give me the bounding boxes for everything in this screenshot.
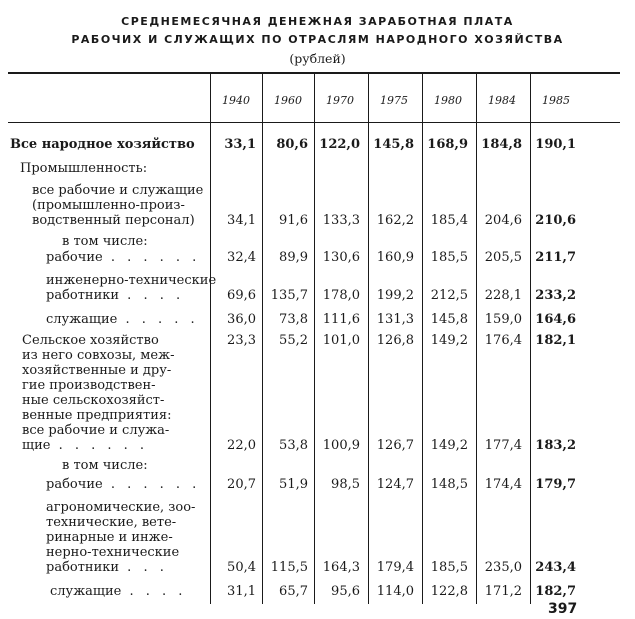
row-label: [46, 250, 200, 265]
page-number: 397: [548, 601, 578, 617]
row-label: [22, 348, 174, 363]
column-header-year: 1985: [542, 94, 570, 107]
row-label: [22, 423, 169, 438]
row-label: [46, 312, 199, 327]
leader-dots: . . . . . .: [102, 250, 201, 265]
row-label: [46, 288, 184, 303]
row-label-text: агрономические, зоо-: [46, 500, 196, 515]
row-label-text: ринарные и инже-: [46, 530, 173, 545]
leader-dots: . . . . . .: [102, 477, 201, 492]
table-cell: 184,8: [481, 137, 522, 152]
table-cell: 130,6: [322, 250, 360, 265]
table-cell: 133,3: [322, 213, 360, 228]
row-label-text: Все народное хозяйство: [10, 137, 195, 152]
row-label: [46, 530, 173, 545]
table-cell: 164,6: [535, 312, 576, 327]
row-label: [22, 393, 164, 408]
table-cell: 135,7: [270, 288, 308, 303]
row-label-text: водственный персонал): [32, 213, 195, 228]
table-cell: 33,1: [224, 137, 256, 152]
table-cell: 122,8: [430, 584, 468, 599]
table-cell: 185,4: [430, 213, 468, 228]
row-label: [22, 333, 159, 348]
table-cell: 55,2: [279, 333, 308, 348]
row-label: [22, 378, 156, 393]
table-cell: 185,5: [430, 250, 468, 265]
row-label: [22, 363, 171, 378]
row-label: [46, 515, 176, 530]
row-label: [62, 234, 148, 249]
table-cell: 168,9: [427, 137, 468, 152]
row-label: [32, 213, 195, 228]
table-cell: 243,4: [535, 560, 576, 575]
table-cell: 149,2: [430, 438, 468, 453]
table-cell: 20,7: [227, 477, 256, 492]
table-cell: 95,6: [331, 584, 360, 599]
column-header-year: 1975: [380, 94, 408, 107]
table-cell: 182,7: [535, 584, 576, 599]
row-label: [62, 458, 148, 473]
leader-dots: . . . . . .: [50, 438, 149, 453]
table-units: (рублей): [289, 51, 346, 66]
row-label-text: (промышленно-произ-: [32, 198, 185, 213]
table-cell: 23,3: [227, 333, 256, 348]
column-header-year: 1984: [488, 94, 516, 107]
table-cell: 73,8: [279, 312, 308, 327]
table-cell: 80,6: [276, 137, 308, 152]
table-cell: 162,2: [376, 213, 414, 228]
table-cell: 91,6: [279, 213, 308, 228]
table-cell: 89,9: [279, 250, 308, 265]
row-label-text: рабочие: [46, 250, 103, 265]
table-cell: 124,7: [376, 477, 414, 492]
row-label-text: хозяйственные и дру-: [22, 363, 172, 378]
leader-dots: . . . .: [121, 584, 187, 599]
table-title-line-1: СРЕДНЕМЕСЯЧНАЯ ДЕНЕЖНАЯ ЗАРАБОТНАЯ ПЛАТА: [121, 15, 514, 28]
row-label-text: в том числе:: [62, 234, 148, 249]
table-cell: 183,2: [535, 438, 576, 453]
table-cell: 34,1: [227, 213, 256, 228]
table-cell: 204,6: [484, 213, 522, 228]
table-cell: 164,3: [322, 560, 360, 575]
row-label-text: Промышленность:: [20, 161, 148, 176]
table-cell: 122,0: [319, 137, 360, 152]
row-label: [32, 198, 185, 213]
table-cell: 182,1: [535, 333, 576, 348]
row-label-text: в том числе:: [62, 458, 148, 473]
row-label-text: технические, вете-: [46, 515, 177, 530]
table-cell: 50,4: [227, 560, 256, 575]
leader-dots: . . . . .: [117, 312, 199, 327]
row-label-text: из него совхозы, меж-: [22, 348, 175, 363]
column-header-year: 1980: [434, 94, 462, 107]
row-label: [20, 161, 147, 176]
table-cell: 22,0: [227, 438, 256, 453]
table-cell: 174,4: [484, 477, 522, 492]
table-cell: 65,7: [279, 584, 308, 599]
row-label-text: гие производствен-: [22, 378, 156, 393]
table-cell: 185,5: [430, 560, 468, 575]
table-cell: 31,1: [227, 584, 256, 599]
table-cell: 179,4: [376, 560, 414, 575]
row-label: [46, 545, 179, 560]
table-cell: 171,2: [484, 584, 522, 599]
table-cell: 126,7: [376, 438, 414, 453]
table-cell: 100,9: [322, 438, 360, 453]
table-cell: 101,0: [322, 333, 360, 348]
table-cell: 159,0: [484, 312, 522, 327]
table-cell: 69,6: [227, 288, 256, 303]
row-label-text: нерно-технические: [46, 545, 180, 560]
row-label: [46, 273, 216, 288]
table-cell: 177,4: [484, 438, 522, 453]
table-title-line-2: РАБОЧИХ И СЛУЖАЩИХ ПО ОТРАСЛЯМ НАРОДНОГО ХОЗЯЙСТВА: [71, 33, 564, 46]
row-label: [10, 137, 195, 152]
table-cell: 228,1: [484, 288, 522, 303]
column-header-year: 1960: [274, 94, 302, 107]
row-label-text: все рабочие и служа-: [22, 423, 170, 438]
row-label: [32, 183, 203, 198]
row-label-text: работники: [46, 288, 120, 303]
column-header-year: 1940: [222, 94, 250, 107]
table-cell: 114,0: [376, 584, 414, 599]
row-label-text: служащие: [46, 312, 118, 327]
table-cell: 131,3: [376, 312, 414, 327]
row-label: [46, 560, 168, 575]
row-label-text: все рабочие и служащие: [32, 183, 204, 198]
row-label: [46, 477, 200, 492]
table-cell: 53,8: [279, 438, 308, 453]
table-cell: 149,2: [430, 333, 468, 348]
leader-dots: . . . .: [119, 288, 185, 303]
row-label: [50, 584, 186, 599]
table-cell: 178,0: [322, 288, 360, 303]
table-cell: 212,5: [430, 288, 468, 303]
row-label-text: служащие: [50, 584, 122, 599]
table-cell: 160,9: [376, 250, 414, 265]
table-cell: 233,2: [535, 288, 576, 303]
row-label-text: щие: [22, 438, 51, 453]
row-label-text: рабочие: [46, 477, 103, 492]
row-label-text: ные сельскохозяйст-: [22, 393, 165, 408]
table-cell: 210,6: [535, 213, 576, 228]
row-label-text: инженерно-технические: [46, 273, 217, 288]
table-cell: 98,5: [331, 477, 360, 492]
table-cell: 190,1: [535, 137, 576, 152]
column-header-year: 1970: [326, 94, 354, 107]
table-cell: 205,5: [484, 250, 522, 265]
table-cell: 176,4: [484, 333, 522, 348]
table-cell: 235,0: [484, 560, 522, 575]
row-label: [46, 500, 195, 515]
table-cell: 211,7: [535, 250, 576, 265]
row-label-text: Сельское хозяйство: [22, 333, 159, 348]
table-cell: 148,5: [430, 477, 468, 492]
row-label: [22, 408, 172, 423]
table-cell: 36,0: [227, 312, 256, 327]
table-cell: 111,6: [322, 312, 360, 327]
table-cell: 32,4: [227, 250, 256, 265]
table-cell: 51,9: [279, 477, 308, 492]
table-cell: 179,7: [535, 477, 576, 492]
row-label-text: венные предприятия:: [22, 408, 172, 423]
table-cell: 145,8: [373, 137, 414, 152]
table-cell: 145,8: [430, 312, 468, 327]
row-label: [22, 438, 148, 453]
table-cell: 115,5: [270, 560, 308, 575]
table-cell: 126,8: [376, 333, 414, 348]
row-label-text: работники: [46, 560, 120, 575]
table-cell: 199,2: [376, 288, 414, 303]
leader-dots: . . .: [119, 560, 168, 575]
